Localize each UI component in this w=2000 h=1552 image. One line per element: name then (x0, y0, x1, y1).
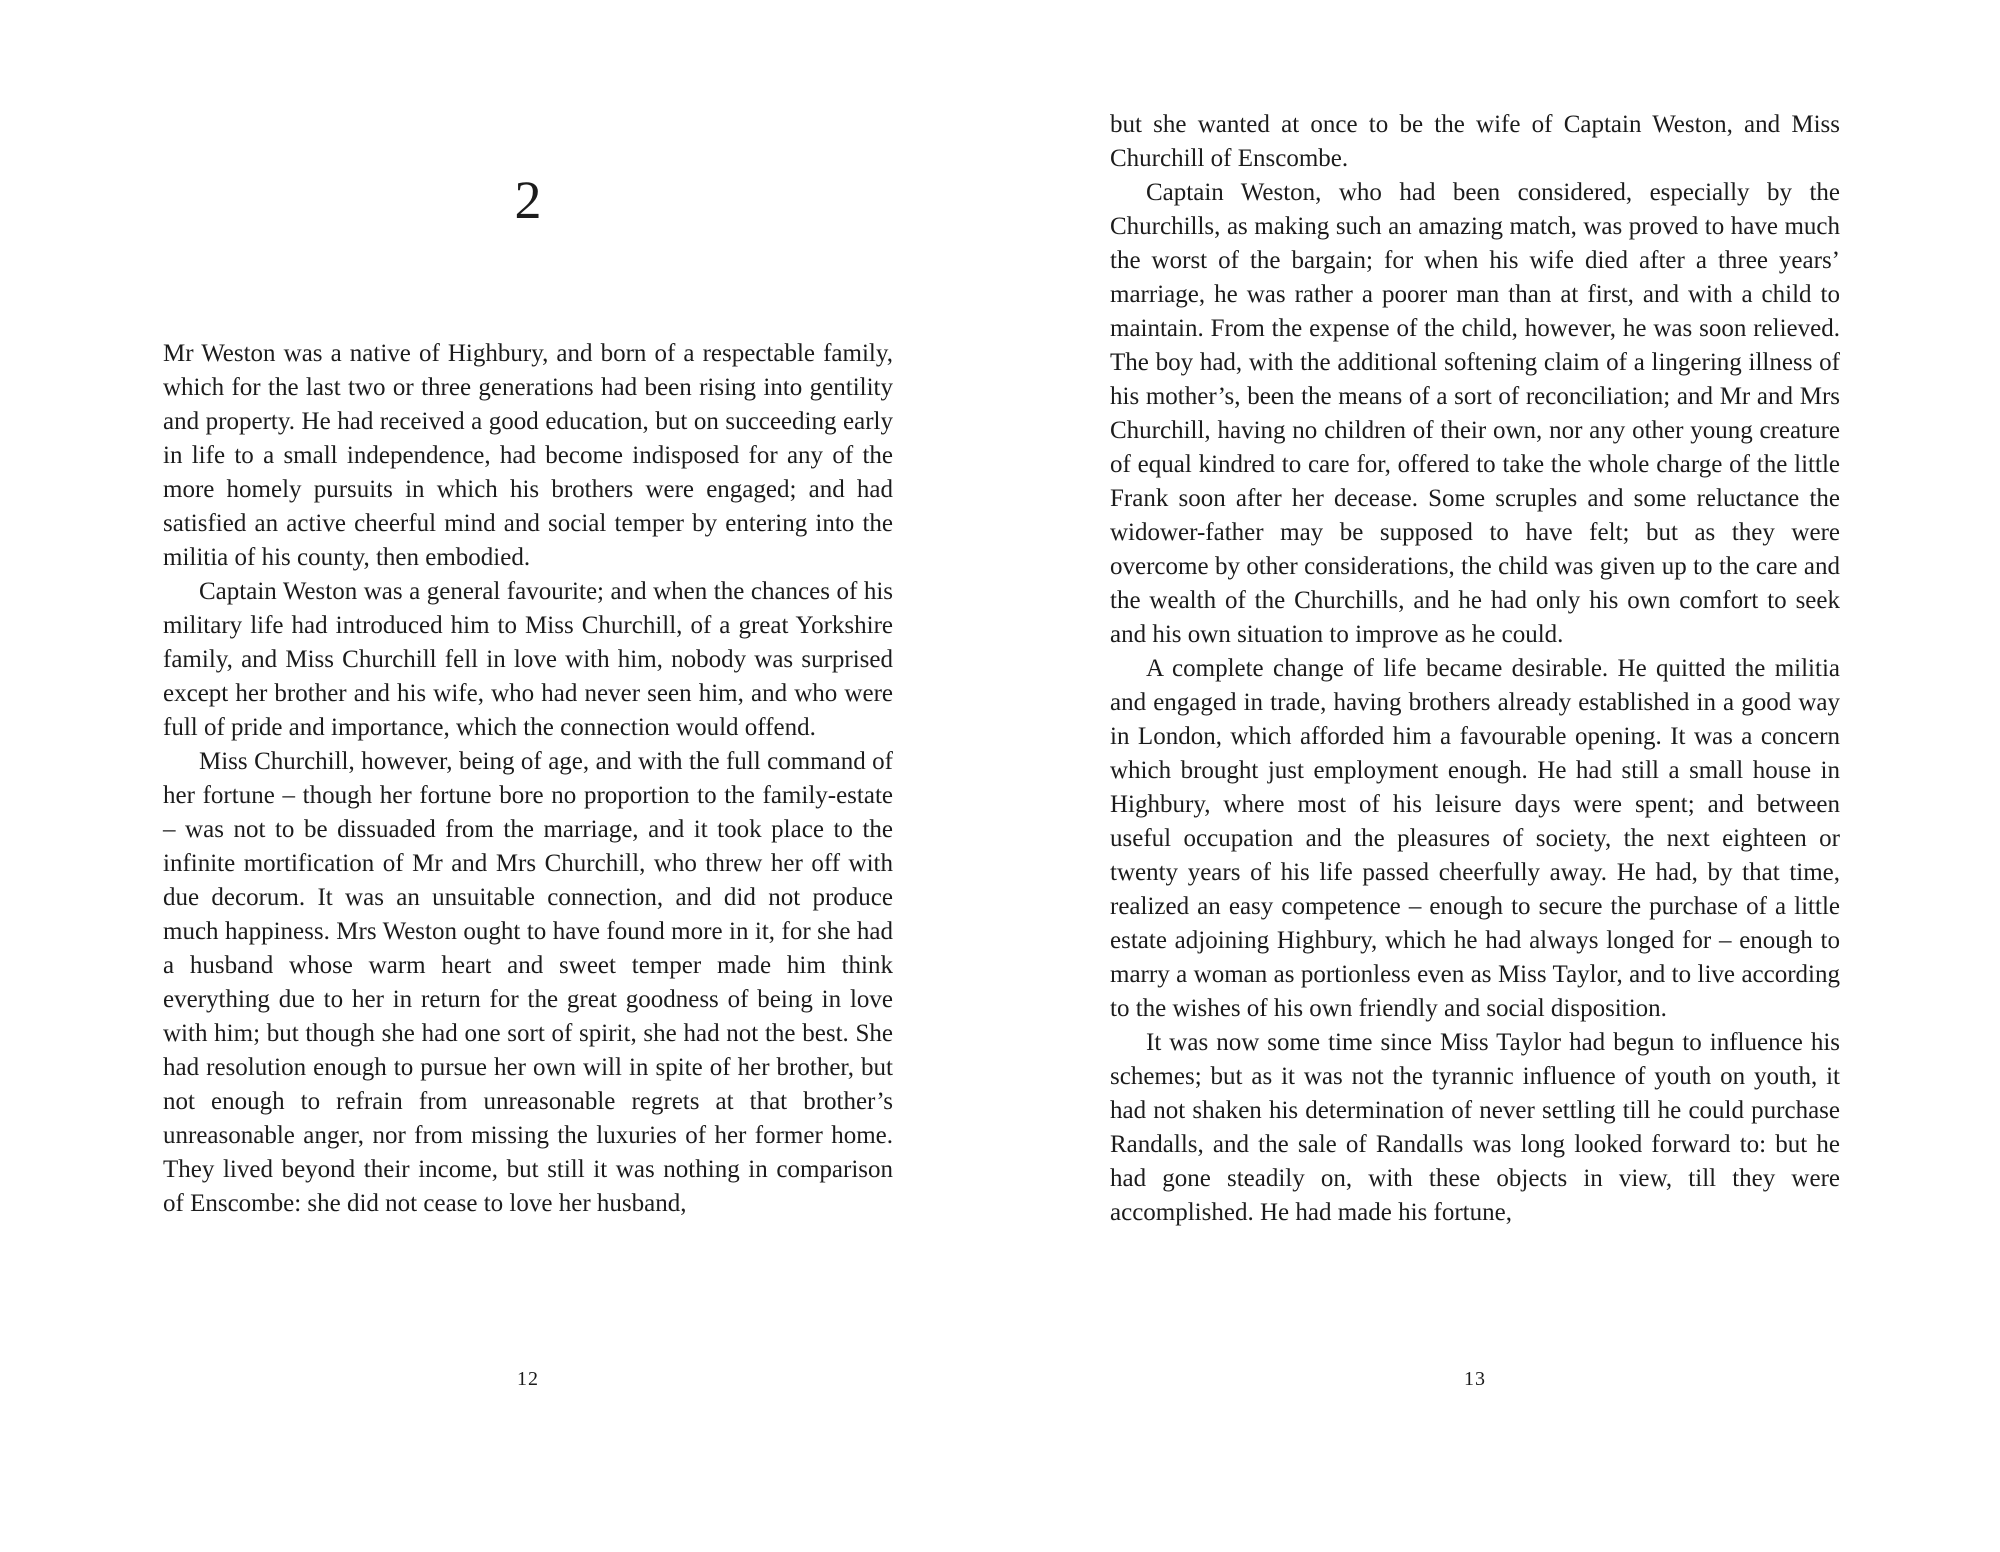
page-left (163, 0, 893, 1552)
left-page-text (163, 337, 893, 1221)
page-number-right: 13 (1464, 1368, 1486, 1390)
page-right (1110, 0, 1840, 1552)
paragraph: but she wanted at once to be the wife of Captain Weston, and Miss Churchill of Enscombe. (1110, 111, 1840, 172)
paragraph: Captain Weston, who had been considered, especially by the Churchills, as making such an amazing match, was proved to have much the worst of the bargain; for when his wife died after a three years’ marriage, he was rather a poorer man than at first, and with a child to maintain. From the expense of the child, however, he was soon relieved. The boy had, with the additional softening claim of a lingering illness of his mother’s, been the means of a sort of reconciliation; and Mr and Mrs Churchill, having no children of their own, nor any other young creature of equal kindred to care for, offered to take the whole charge of the little Frank soon after her decease. Some scruples and some reluctance the widower-father may be supposed to have felt; but as they were overcome by other considerations, the child was given up to the care and the wealth of the Churchills, and he had only his own comfort to seek and his own situation to improve as he could. (1110, 179, 1840, 648)
paragraph: Captain Weston was a general favourite; and when the chances of his military life had introduced him to Miss Churchill, of a great Yorkshire family, and Miss Churchill fell in love with him, nobody was surprised except her brother and his wife, who had never seen him, and who were full of pride and importance, which the connection would offend. (163, 577, 893, 741)
page-number-left: 12 (517, 1368, 539, 1390)
paragraph: It was now some time since Miss Taylor had begun to influence his schemes; but as it was not the tyrannic influence of youth on youth, it had not shaken his determination of never settling till he could purchase Randalls, and the sale of Randalls was long looked forward to: but he had gone steadily on, with these objects in view, till they were accomplished. He had made his fortune, (1110, 1029, 1840, 1226)
paragraph: Mr Weston was a native of Highbury, and born of a respectable family, which for the last two or three generations had been rising into gentility and property. He had received a good education, but on succeeding early in life to a small independence, had become indisposed for any of the more homely pursuits in which his brothers were engaged; and had satisfied an active cheerful mind and social temper by entering into the militia of his county, then embodied. (163, 339, 893, 571)
chapter-number: 2 (514, 170, 542, 230)
paragraph: A complete change of life became desirable. He quitted the militia and engaged in trade, having brothers already established in a good way in London, which afforded him a favourable opening. It was a concern which brought just employment enough. He had still a small house in Highbury, where most of his leisure days were spent; and between useful occupation and the pleasures of society, the next eighteen or twenty years of his life passed cheerfully away. He had, by that time, realized an easy competence – enough to secure the purchase of a little estate adjoining Highbury, which he had always longed for – enough to marry a woman as portionless even as Miss Taylor, and to live according to the wishes of his own friendly and social disposition. (1110, 655, 1840, 1022)
right-page-text (1110, 0, 1840, 1230)
paragraph: Miss Churchill, however, being of age, and with the full command of her fortune – though her fortune bore no proportion to the family-estate – was not to be dissuaded from the marriage, and it took place to the infinite mortification of Mr and Mrs Churchill, who threw her off with due decorum. It was an unsuitable connection, and did not produce much happiness. Mrs Weston ought to have found more in it, for she had a husband whose warm heart and sweet temper made him think everything due to her in return for the great goodness of being in love with him; but though she had one sort of spirit, she had not the best. She had resolution enough to pursue her own will in spite of her brother, but not enough to refrain from unreasonable regrets at that brother’s unreasonable anger, nor from missing the luxuries of her former home. They lived beyond their income, but still it was nothing in comparison of Enscombe: she did not cease to love her husband, (163, 747, 893, 1217)
